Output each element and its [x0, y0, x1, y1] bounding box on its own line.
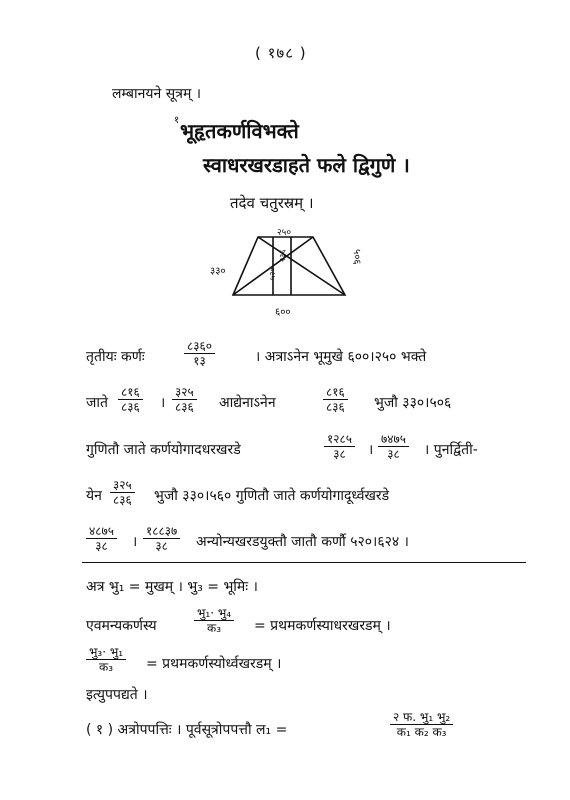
fraction-5-num: १२८५	[324, 432, 355, 447]
p2-line-5a: ( १ ) अत्रोपपत्तिः । पूर्वसूत्रोपपत्तौ ल₁ =	[86, 722, 288, 738]
fraction-12-num: २ फ. भु₁ भु₂	[390, 710, 453, 725]
fraction-3	[172, 385, 197, 414]
verse-line-3: तदेव चतुरस्रम् ।	[230, 194, 314, 212]
fraction-3-den: ८३६	[175, 400, 194, 414]
fraction-4-den: ८३६	[326, 400, 345, 414]
section-divider	[82, 562, 526, 563]
p2-line-2b: = प्रथमकर्णस्याधरखरडम् ।	[254, 618, 391, 634]
figure-label-left: ३३०	[210, 266, 226, 277]
p1-text-k: भुजौ ३३०।५६० गुणितौ जाते कर्णयोगादूर्ध्वखरडे	[154, 488, 390, 504]
verse-line-2: स्वाधरखरडाहते फले द्विगुणे ।	[203, 153, 410, 177]
figure-label-right: ५०६	[351, 249, 362, 265]
fraction-1	[184, 339, 215, 368]
figure-lines	[233, 237, 345, 295]
fraction-6	[378, 432, 409, 461]
p2-line-1: अत्र भु₁ = मुखम् । भु₃ = भूमिः ।	[86, 579, 258, 595]
fraction-9	[143, 524, 180, 553]
p1-text-b: । अत्राऽनेन भूमुखे ६००।२५० भक्ते	[255, 349, 427, 365]
fraction-5-den: ३८	[333, 447, 346, 461]
fraction-11-num: भु₃· भु₁	[86, 645, 126, 660]
p1-text-d: ।	[160, 395, 166, 411]
fraction-6-num: ७४७५	[378, 432, 409, 447]
p2-line-2a: एवमन्यकर्णस्य	[86, 618, 157, 634]
fraction-7-num: ३२५	[110, 478, 135, 493]
p1-text-h: ।	[368, 442, 374, 458]
quadrilateral-figure	[205, 222, 365, 322]
p1-text-l: ।	[132, 534, 138, 550]
fraction-8-den: ३८	[95, 539, 108, 553]
figure-label-diag-1: २३६	[278, 249, 287, 262]
p1-text-e: आद्येनाऽनेन	[219, 395, 276, 411]
fraction-5	[324, 432, 355, 461]
figure-label-diag-2: ५२०	[268, 267, 277, 280]
p2-line-4: इत्युपपद्यते ।	[86, 687, 148, 703]
fraction-2	[118, 385, 143, 414]
p1-text-a: तृतीयः कर्णः	[86, 349, 145, 365]
fraction-2-den: ८३६	[121, 400, 140, 414]
fraction-11	[86, 645, 126, 674]
fraction-4-num: ८१६	[323, 385, 348, 400]
fraction-2-num: ८१६	[118, 385, 143, 400]
fraction-1-num: ८३६०	[184, 339, 215, 354]
fraction-7	[110, 478, 135, 507]
p1-text-m: अन्योन्यखरडयुक्तौ जातौ कर्णौ ५२०।६२४ ।	[196, 534, 409, 550]
fraction-8-num: ४८७५	[86, 524, 117, 539]
fraction-10	[194, 606, 234, 635]
fraction-3-num: ३२५	[172, 385, 197, 400]
fraction-7-den: ८३६	[113, 493, 132, 507]
fraction-11-den: क₃	[99, 660, 114, 674]
section-heading: लम्बानयने सूत्रम् ।	[112, 86, 202, 102]
p1-text-c: जाते	[86, 395, 108, 411]
p2-line-3b: = प्रथमकर्णस्योर्ध्वखरडम् ।	[146, 656, 282, 672]
p1-text-j: येन	[86, 488, 102, 504]
trapezium-outline	[233, 237, 345, 295]
fraction-9-num: १८८३७	[143, 524, 180, 539]
fraction-8	[86, 524, 117, 553]
fraction-1-den: १३	[193, 354, 206, 368]
fraction-9-den: ३८	[155, 539, 168, 553]
fraction-12-den: क₁ क₂ क₃	[396, 725, 447, 739]
fraction-10-den: क₃	[207, 621, 222, 635]
p1-text-f: भुजौ ३३०।५०६	[374, 395, 452, 411]
figure-label-top: २५०	[277, 228, 292, 238]
fraction-6-den: ३८	[387, 447, 400, 461]
figure-label-bottom: ६००	[275, 307, 291, 318]
p1-text-i: । पुनर्द्विती-	[424, 442, 478, 458]
fraction-10-num: भु₁· भु₄	[194, 606, 234, 621]
verse-line-1: भूहृतकर्णविभक्ते	[180, 119, 299, 143]
fraction-12	[390, 710, 453, 739]
fraction-4	[323, 385, 348, 414]
footnote-marker: १	[174, 115, 180, 126]
p1-text-g: गुणितौ जाते कर्णयोगादधरखरडे	[86, 442, 241, 458]
page-number: ( १७८ )	[255, 44, 307, 62]
